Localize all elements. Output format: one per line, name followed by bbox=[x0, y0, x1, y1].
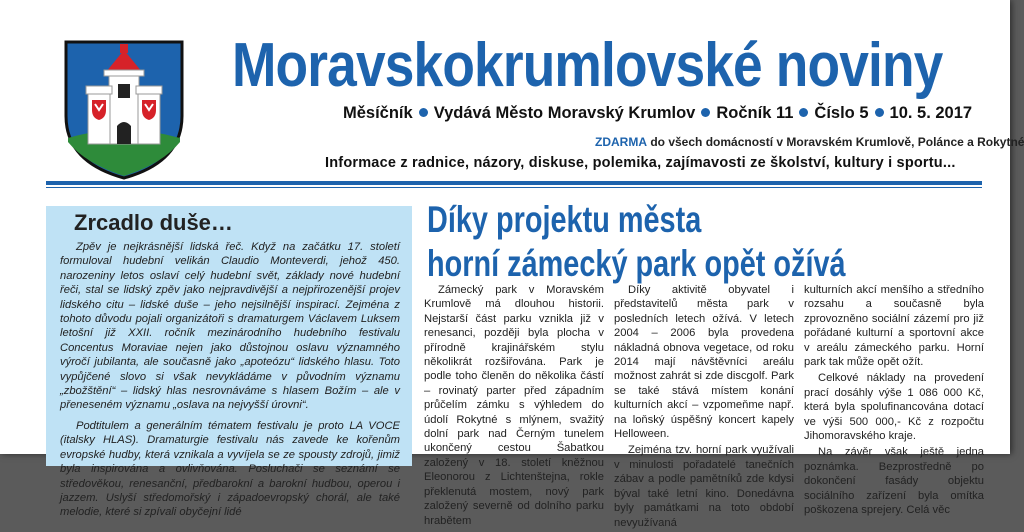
article-paragraph: kulturních akcí menšího a středního rozsahu a současně byla zprovozněno sociální zázemí pro již pořádané kulturní a sportovní akce v areálu zámeckého parku. Horní park tak může opět ožít. bbox=[804, 284, 984, 369]
issue-number: Číslo 5 bbox=[814, 104, 869, 122]
issue-date: 10. 5. 2017 bbox=[889, 104, 973, 122]
bullet-icon bbox=[799, 108, 808, 117]
distribution-note bbox=[595, 135, 1024, 149]
editorial-title: Zrcadlo duše… bbox=[74, 210, 233, 235]
town-coat-of-arms-icon bbox=[62, 38, 186, 180]
article-paragraph: Zejména tzv. horní park využívali v minulosti pořadatelé tanečních zábav a podle pamětníků zde kdysi býval také letní kino. Donedávna byly památkami na toto období nevyužívaná bbox=[614, 444, 794, 529]
editorial-paragraph: Zpěv je nejkrásnější lidská řeč. Když na začátku 17. století formuloval hudební velikán Claudio Monteverdi, jehož 450. narozeniny letos oslaví celý hudební svět, základy nové hudební řeči, stal se lidský zpěv jako nejpravdivější a nejpřirozenější projev lidského citu – lidské duše – jeho nejsilnější inspirací. Zejména z tohoto důvodu pojali organizátoři s dramaturgem Václavem Luksem letošní již XXII. ročník mezinárodního hudebního festivalu Concentus Moraviae nejen jako důstojnou oslavu významného výročí jubilanta, ale současně jako „apoteózu“ lidského hlasu. Toto vypůjčené slovo si však nevykládáme v původním významu „zbožštění“ – lidský hlas nesrovnáváme s hlasem Božím – ale v přeneseném významu „oslava na nejvyšší úrovni“. bbox=[60, 241, 400, 412]
bullet-icon bbox=[419, 108, 428, 117]
issue-volume: Ročník 11 bbox=[716, 104, 794, 122]
article-paragraph: Celkové náklady na provedení prací dosáhly výše 1 086 000 Kč, která byla spolufinancována dotací ve výši 500 000,- Kč z rozpočtu Jihomoravského kraje. bbox=[804, 372, 984, 443]
bullet-icon bbox=[701, 108, 710, 117]
editorial-paragraph: Podtitulem a generálním tématem festivalu je proto LA VOCE (italsky HLAS). Dramaturgie festivalu nás zavede ke kořenům evropské hudby, která vznikala a vyvíjela se ze spousty zdrojů, jimiž byla inspirována a ovlivňována. Posluchači se seznámí se středověkou, renesanční, předbarokní a barokní hudbou, operou i jazzem. Uslyší středomořský i západoevropský chorál, ale také melodie, které si zpívali obyčejní lidé bbox=[60, 419, 400, 519]
article-paragraph: Díky aktivitě obyvatel i představitelů města park v posledních letech ožívá. V letech 2004 – 2006 byla provedena nákladná obnova vegetace, od roku 2014 mají návštěvníci areálu možnost zahrát si zde discgolf. Park se také stává místem konání kulturních akcí – vzpomeňme např. na loňský úspěšný koncert kapely Helloween. bbox=[614, 284, 794, 441]
issue-frequency: Měsíčník bbox=[343, 104, 413, 122]
masthead-tagline: Informace z radnice, názory, diskuse, polemika, zajímavosti ze školství, kultury i sportu... bbox=[325, 155, 956, 171]
masthead-rule bbox=[46, 181, 982, 185]
bullet-icon bbox=[875, 108, 884, 117]
issue-meta bbox=[343, 104, 972, 123]
article-paragraph: Na závěr však ještě jedna poznámka. Bezprostředně po dokončení fasády objektu sociálního zařízení byla omítka poškozena sprejery. Celá věc bbox=[804, 446, 984, 517]
issue-publisher: Vydává Město Moravský Krumlov bbox=[433, 104, 696, 122]
headline-line: horní zámecký park opět ožívá bbox=[427, 243, 846, 284]
free-label: ZDARMA bbox=[595, 135, 647, 149]
editorial-box bbox=[46, 206, 412, 519]
distribution-text: do všech domácností v Moravském Krumlově, Polánce a Rokytné bbox=[650, 135, 1024, 149]
newspaper-title: Moravskokrumlovské noviny bbox=[232, 31, 943, 100]
article-column-1 bbox=[424, 283, 604, 530]
headline-line: Díky projektu města bbox=[427, 199, 702, 240]
article-headline bbox=[427, 198, 846, 286]
article-column-2 bbox=[614, 283, 794, 532]
masthead-rule-thin bbox=[46, 187, 982, 188]
editorial-text bbox=[60, 240, 400, 526]
article-paragraph: Zámecký park v Moravském Krumlově má dlouhou historii. Nejstarší část parku vznikla již v renesanci, později byla plocha v přírodně krajinářském stylu několikrát rozšiřována. Park je podle toho členěn do několika částí – rovinatý parter před západním průčelím zámku s výhledem do údolí Rokytné s mlýnem, svažitý dolní park nad Černým tunelem ukončený cestou Šabatkou založený v 18. století kněžnou Eleonorou z Lichtenštejna, rokle překlenutá mostem, nový park založený severně od dolního parku hrabětem bbox=[424, 284, 604, 527]
article-column-3 bbox=[804, 283, 984, 520]
